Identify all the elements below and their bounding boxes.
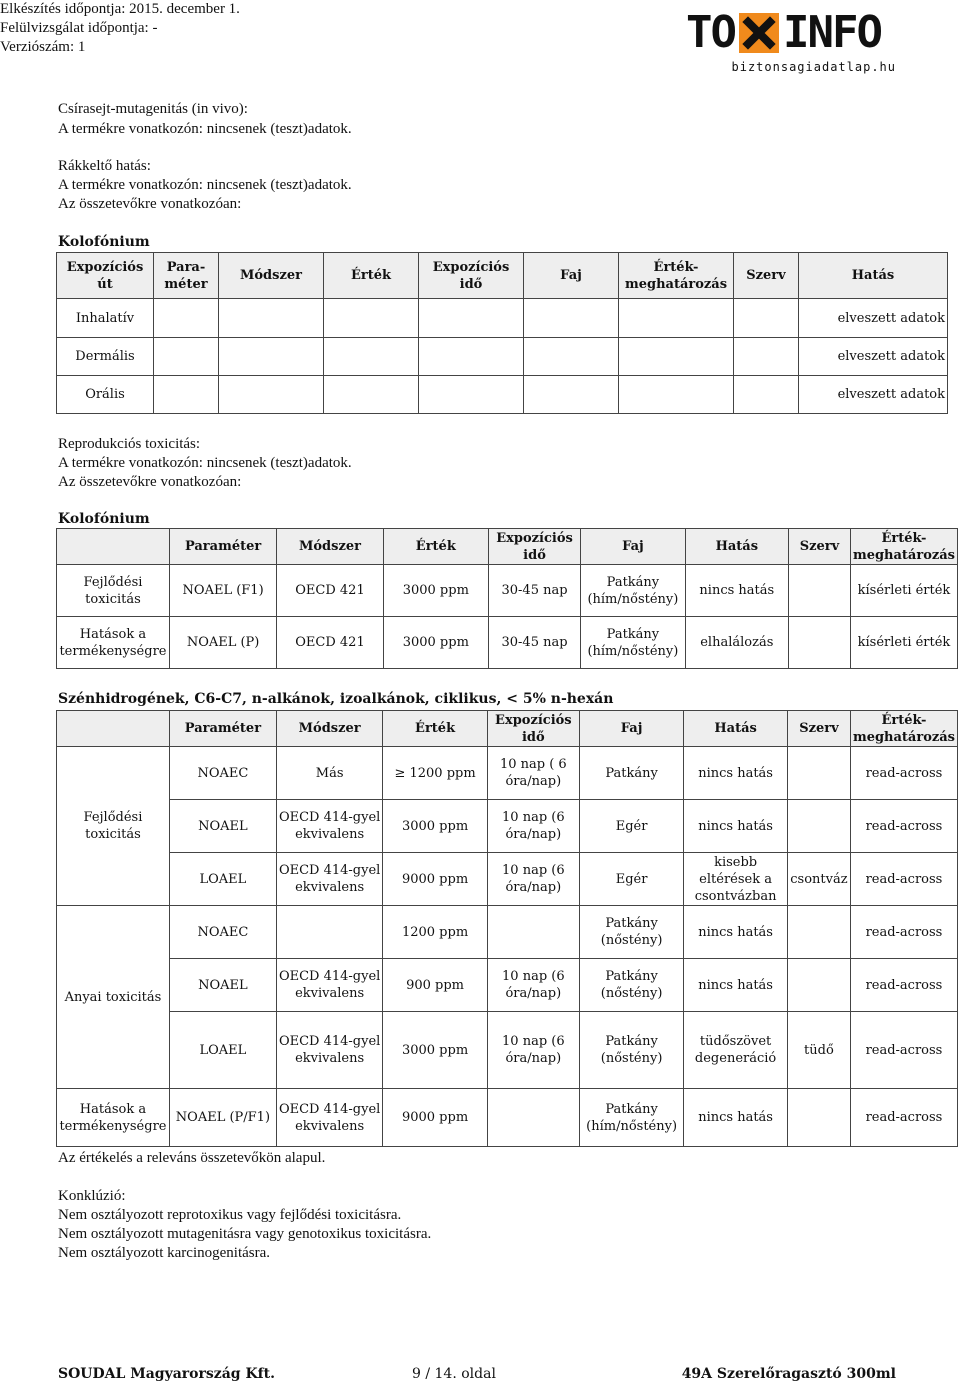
cell: OECD 414-gyel ekvivalens (276, 959, 382, 1012)
cell: read-across (850, 800, 957, 853)
cell: 30-45 nap (488, 617, 580, 669)
cell: 10 nap (6 óra/nap) (487, 853, 579, 906)
substance-name: Kolofónium (58, 511, 150, 527)
table-row (57, 617, 958, 669)
table-row (57, 853, 958, 906)
cell: 30-45 nap (488, 565, 580, 617)
col-header: Faj (524, 253, 619, 299)
col-header: Érték (324, 253, 419, 299)
cell (276, 906, 382, 959)
section-heading: Csírasejt-mutagenitás (in vivo): (58, 101, 248, 117)
substance-name: Kolofónium (58, 234, 150, 250)
cell: 900 ppm (383, 959, 487, 1012)
paragraph: A termékre vonatkozón: nincsenek (teszt)adatok. (58, 121, 352, 137)
cell: elveszett adatok (799, 299, 948, 338)
col-header: Érték (383, 711, 487, 747)
cell: Egér (579, 800, 683, 853)
col-header: Érték (383, 529, 488, 565)
cell: read-across (850, 853, 957, 906)
conclusion-line: Nem osztályozott mutagenitásra vagy genotoxikus toxicitásra. (58, 1226, 432, 1242)
paragraph: A termékre vonatkozón: nincsenek (teszt)adatok. (58, 455, 352, 471)
toxinfo-logo (686, 8, 896, 74)
col-header: Érték-meghatározás (619, 253, 734, 299)
paragraph: Az összetevőkre vonatkozóan: (58, 196, 242, 212)
cell: 3000 ppm (383, 565, 488, 617)
table-row (57, 1089, 958, 1147)
col-header: Faj (579, 711, 683, 747)
col-header: Hatás (684, 711, 788, 747)
table-row (57, 959, 958, 1012)
cell: NOAEL (P/F1) (169, 1089, 276, 1147)
col-header: Módszer (277, 529, 383, 565)
revision-date: Felülvizsgálat időpontja: - (0, 20, 158, 36)
footer-page-number: 9 / 14. oldal (412, 1366, 496, 1382)
cell: csontváz (787, 853, 850, 906)
table-row (57, 747, 958, 800)
cell: 3000 ppm (383, 800, 487, 853)
cell: LOAEL (169, 853, 276, 906)
logo-text-right: INFO (782, 7, 881, 58)
cell: 9000 ppm (383, 853, 487, 906)
conclusion-line: Nem osztályozott karcinogenitásra. (58, 1245, 271, 1261)
table-row (57, 299, 948, 338)
col-header: Szerv (787, 711, 850, 747)
cell: kisebb eltérések a csontvázban (684, 853, 788, 906)
cell: nincs hatás (684, 959, 788, 1012)
section-heading: Reprodukciós toxicitás: (58, 436, 201, 452)
table-row (57, 1012, 958, 1089)
cell: 10 nap (6 óra/nap) (487, 800, 579, 853)
cell (787, 1089, 850, 1147)
cell (789, 617, 851, 669)
paragraph: A termékre vonatkozón: nincsenek (teszt)adatok. (58, 177, 352, 193)
carcinogenicity-table (56, 252, 948, 414)
cell: nincs hatás (685, 565, 788, 617)
assessment-note: Az értékelés a releváns összetevőkön alapul. (58, 1150, 326, 1166)
col-header: Szerv (734, 253, 799, 299)
footer-company: SOUDAL Magyarország Kft. (58, 1366, 275, 1382)
col-header: Expozíciós idő (487, 711, 579, 747)
cell: tüdőszövet degeneráció (684, 1012, 788, 1089)
table-row (57, 565, 958, 617)
cell: elveszett adatok (799, 338, 948, 376)
cell: 3000 ppm (383, 1012, 487, 1089)
cell: Patkány (579, 747, 683, 800)
substance-name: Szénhidrogének, C6-C7, n-alkánok, izoalkánok, ciklikus, < 5% n-hexán (58, 691, 614, 707)
cell: 10 nap (6 óra/nap) (487, 1012, 579, 1089)
document-header (0, 0, 240, 57)
section-heading: Rákkeltő hatás: (58, 158, 151, 174)
conclusion-heading: Konklúzió: (58, 1188, 126, 1204)
cell: elhalálozás (685, 617, 788, 669)
hazard-x-icon (739, 13, 779, 53)
cell (787, 747, 850, 800)
cell: kísérleti érték (850, 617, 957, 669)
cell (787, 800, 850, 853)
cell: Orális (57, 376, 154, 414)
cell: Inhalatív (57, 299, 154, 338)
cell: Hatások a termékenységre (57, 617, 170, 669)
cell: read-across (850, 959, 957, 1012)
hydrocarbon-toxicity-table (56, 710, 958, 1147)
cell: 1200 ppm (383, 906, 487, 959)
group-label: Anyai toxicitás (57, 906, 170, 1089)
cell: tüdő (787, 1012, 850, 1089)
cell: Patkány (nőstény) (579, 906, 683, 959)
col-header: Hatás (799, 253, 948, 299)
cell: Egér (579, 853, 683, 906)
cell: read-across (850, 906, 957, 959)
cell (789, 565, 851, 617)
cell: elveszett adatok (799, 376, 948, 414)
cell: kísérleti érték (850, 565, 957, 617)
cell: LOAEL (169, 1012, 276, 1089)
cell: NOAEC (169, 747, 276, 800)
cell: 10 nap ( 6 óra/nap) (487, 747, 579, 800)
cell: 3000 ppm (383, 617, 488, 669)
col-header: Para-méter (154, 253, 219, 299)
col-header: Paraméter (169, 711, 276, 747)
col-header: Szerv (789, 529, 851, 565)
group-label: Fejlődési toxicitás (57, 747, 170, 906)
cell: NOAEL (169, 800, 276, 853)
col-header: Érték-meghatározás (850, 529, 957, 565)
cell: Fejlődési toxicitás (57, 565, 170, 617)
cell: Patkány (hím/nőstény) (579, 1089, 683, 1147)
cell: 9000 ppm (383, 1089, 487, 1147)
cell: OECD 421 (277, 565, 383, 617)
cell: OECD 414-gyel ekvivalens (276, 853, 382, 906)
col-header: Paraméter (169, 529, 276, 565)
col-header: Faj (581, 529, 685, 565)
cell: nincs hatás (684, 747, 788, 800)
group-label: Hatások a termékenységre (57, 1089, 170, 1147)
cell: Más (276, 747, 382, 800)
cell: Patkány (hím/nőstény) (581, 565, 685, 617)
cell: NOAEL (F1) (169, 565, 276, 617)
cell (487, 906, 579, 959)
col-header: Módszer (276, 711, 382, 747)
col-header: Érték-meghatározás (850, 711, 957, 747)
table-row (57, 376, 948, 414)
cell: Patkány (nőstény) (579, 959, 683, 1012)
table-row (57, 906, 958, 959)
col-header: Expozíciós út (57, 253, 154, 299)
cell: NOAEL (P) (169, 617, 276, 669)
cell: 10 nap (6 óra/nap) (487, 959, 579, 1012)
col-header: Expozíciós idő (419, 253, 524, 299)
table-row (57, 338, 948, 376)
cell: read-across (850, 1089, 957, 1147)
cell: NOAEL (169, 959, 276, 1012)
cell: Dermális (57, 338, 154, 376)
cell: NOAEC (169, 906, 276, 959)
cell: OECD 421 (277, 617, 383, 669)
cell: nincs hatás (684, 800, 788, 853)
cell (487, 1089, 579, 1147)
logo-text-left: TO (686, 7, 735, 58)
cell: read-across (850, 747, 957, 800)
col-header: Hatás (685, 529, 788, 565)
cell: read-across (850, 1012, 957, 1089)
logo-url: biztonsagiadatlap.hu (731, 60, 896, 74)
created-date: Elkészítés időpontja: 2015. december 1. (0, 1, 240, 17)
cell: nincs hatás (684, 1089, 788, 1147)
version: Verziószám: 1 (0, 39, 86, 55)
col-header: Módszer (219, 253, 324, 299)
reproductive-toxicity-table (56, 528, 958, 669)
paragraph: Az összetevőkre vonatkozóan: (58, 474, 242, 490)
conclusion-line: Nem osztályozott reprotoxikus vagy fejlődési toxicitásra. (58, 1207, 402, 1223)
footer-product: 49A Szerelőragasztó 300ml (681, 1366, 896, 1382)
cell: OECD 414-gyel ekvivalens (276, 1089, 382, 1147)
col-header: Expozíciós idő (488, 529, 580, 565)
cell (787, 906, 850, 959)
cell: nincs hatás (684, 906, 788, 959)
cell: OECD 414-gyel ekvivalens (276, 1012, 382, 1089)
cell: OECD 414-gyel ekvivalens (276, 800, 382, 853)
table-row (57, 800, 958, 853)
cell: Patkány (hím/nőstény) (581, 617, 685, 669)
cell (787, 959, 850, 1012)
cell: Patkány (nőstény) (579, 1012, 683, 1089)
cell: ≥ 1200 ppm (383, 747, 487, 800)
